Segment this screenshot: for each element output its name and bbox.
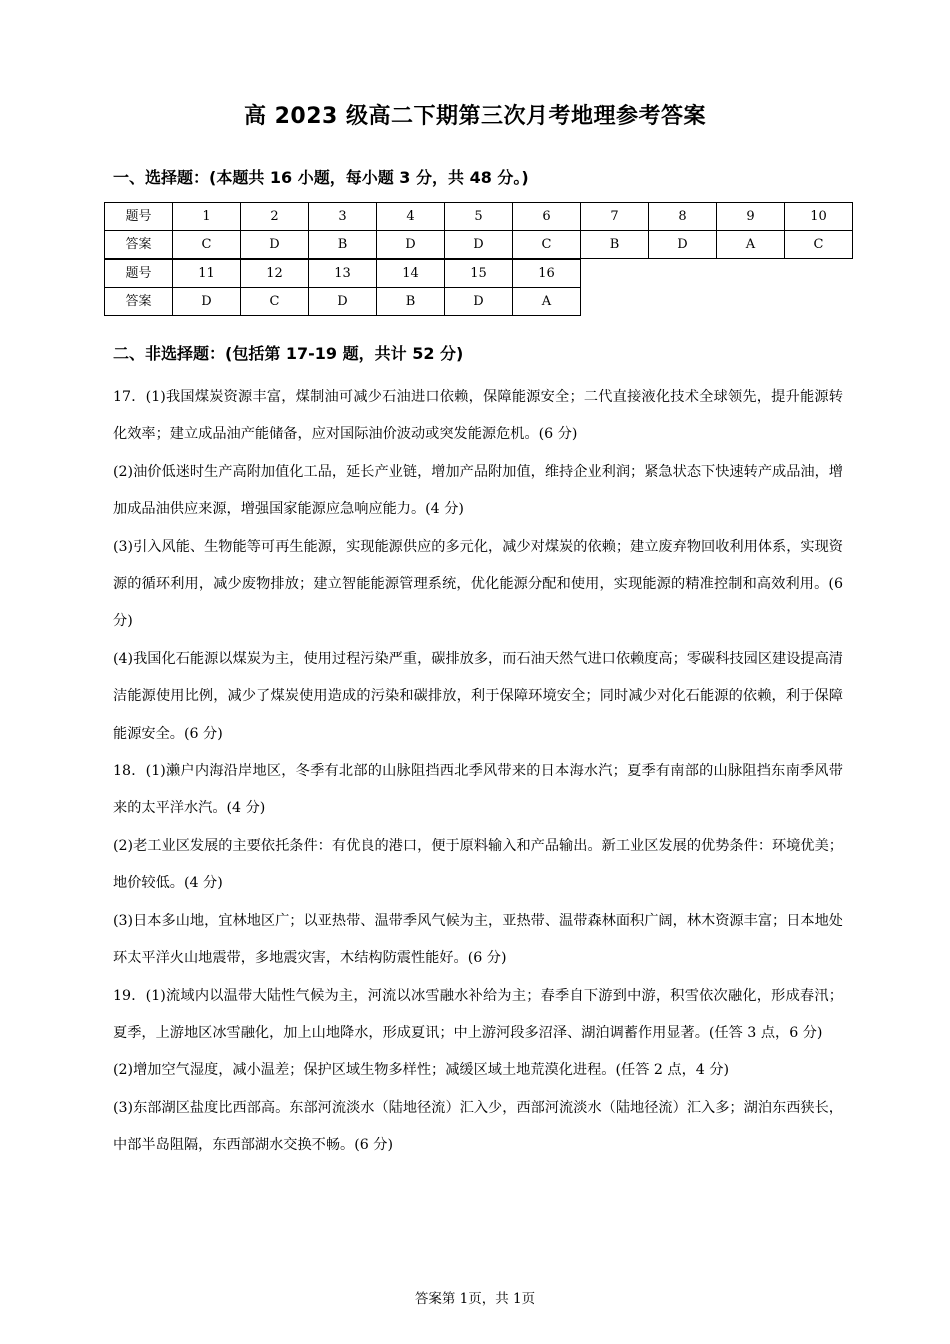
page-title: 高 2023 级高二下期第三次月考地理参考答案	[243, 104, 707, 129]
answer-paragraph-17-4: (4)我国化石能源以煤炭为主，使用过程污染严重，碳排放多，而石油天然气进口依赖度高；零碳科技园区建设提高清洁能源使用比例，减少了煤炭使用造成的污染和碳排放，利于保障环境安全；同时减少对化石能源的依赖，利于保障能源安全。(6 分)	[113, 650, 843, 742]
question-number: 6	[513, 203, 581, 231]
answer-paragraph-19-1: 19．(1)流域内以温带大陆性气候为主，河流以冰雪融水补给为主；春季自下游到中游，积雪依次融化，形成春汛；夏季，上游地区冰雪融化，加上山地降水，形成夏讯；中上游河段多沼泽、湖泊调蓄作用显著。(任答 3 点，6 分)	[113, 987, 843, 1041]
answer-cell: A	[717, 231, 785, 259]
answer-paragraph-19-2: (2)增加空气湿度，减小温差；保护区域生物多样性；减缓区域土地荒漠化进程。(任答 2 点，4 分)	[113, 1062, 730, 1079]
question-number: 8	[649, 203, 717, 231]
non-choice-heading: 二、非选择题：(包括第 17-19 题，共计 52 分)	[113, 344, 464, 363]
question-number: 4	[377, 203, 445, 231]
question-number: 1	[173, 203, 241, 231]
question-number: 14	[377, 260, 445, 288]
question-number: 15	[445, 260, 513, 288]
question-number: 5	[445, 203, 513, 231]
page-footer: 答案第 1页，共 1页	[414, 1291, 536, 1307]
answer-paragraph-17-2: (2)油价低迷时生产高附加值化工品，延长产业链，增加产品附加值，维持企业利润；紧急状态下快速转产成品油，增加成品油供应来源，增强国家能源应急响应能力。(4 分)	[113, 463, 843, 518]
answer-paragraph-18-2: (2)老工业区发展的主要依托条件：有优良的港口，便于原料输入和产品输出。新工业区发展的优势条件：环境优美；地价较低。(4 分)	[113, 837, 843, 892]
answer-cell: D	[309, 288, 377, 316]
question-number-row	[105, 260, 581, 288]
answer-cell: D	[377, 231, 445, 259]
question-number: 13	[309, 260, 377, 288]
question-number: 10	[785, 203, 853, 231]
question-number: 12	[241, 260, 309, 288]
answer-paragraph-19-3: (3)东部湖区盐度比西部高。东部河流淡水（陆地径流）汇入少，西部河流淡水（陆地径流）汇入多；湖泊东西狭长，中部半岛阻隔，东西部湖水交换不畅。(6 分)	[113, 1099, 843, 1154]
question-number: 2	[241, 203, 309, 231]
answer-paragraph-17-3: (3)引入风能、生物能等可再生能源，实现能源供应的多元化，减少对煤炭的依赖；建立废弃物回收利用体系，实现资源的循环利用，减少废物排放；建立智能能源管理系统，优化能源分配和使用，实现能源的精准控制和高效利用。(6 分)	[113, 538, 843, 630]
question-number: 7	[581, 203, 649, 231]
answer-cell: C	[241, 288, 309, 316]
answer-cell: B	[377, 288, 445, 316]
answer-cell: D	[649, 231, 717, 259]
answer-cell: B	[309, 231, 377, 259]
question-number: 16	[513, 260, 581, 288]
answer-row	[105, 231, 853, 259]
question-number: 3	[309, 203, 377, 231]
question-label: 题号	[105, 260, 173, 288]
multiple-choice-heading: 一、选择题：(本题共 16 小题，每小题 3 分，共 48 分。)	[113, 168, 529, 187]
answer-cell: C	[173, 231, 241, 259]
answer-body	[113, 379, 843, 1165]
answer-cell: A	[513, 288, 581, 316]
question-number: 11	[173, 260, 241, 288]
answer-cell: C	[513, 231, 581, 259]
answer-label: 答案	[105, 231, 173, 259]
answer-cell: D	[445, 231, 513, 259]
question-number-row	[105, 203, 853, 231]
answer-table-bottom	[104, 259, 581, 316]
question-label: 题号	[105, 203, 173, 231]
answer-cell: D	[445, 288, 513, 316]
answer-paragraph-18-3: (3)日本多山地，宜林地区广；以亚热带、温带季风气候为主，亚热带、温带森林面积广阔，林木资源丰富；日本地处环太平洋火山地震带，多地震灾害，木结构防震性能好。(6 分)	[113, 912, 843, 967]
answer-paragraph-18-1: 18．(1)濑户内海沿岸地区，冬季有北部的山脉阻挡西北季风带来的日本海水汽；夏季有南部的山脉阻挡东南季风带来的太平洋水汽。(4 分)	[113, 763, 843, 817]
answer-label: 答案	[105, 288, 173, 316]
answer-cell: D	[173, 288, 241, 316]
answer-cell: C	[785, 231, 853, 259]
answer-table-top	[104, 202, 853, 259]
question-number: 9	[717, 203, 785, 231]
answer-paragraph-17-1: 17．(1)我国煤炭资源丰富，煤制油可减少石油进口依赖，保障能源安全；二代直接液化技术全球领先，提升能源转化效率；建立成品油产能储备，应对国际油价波动或突发能源危机。(6 分)	[113, 389, 843, 443]
answer-row	[105, 288, 581, 316]
answer-cell: B	[581, 231, 649, 259]
answer-cell: D	[241, 231, 309, 259]
